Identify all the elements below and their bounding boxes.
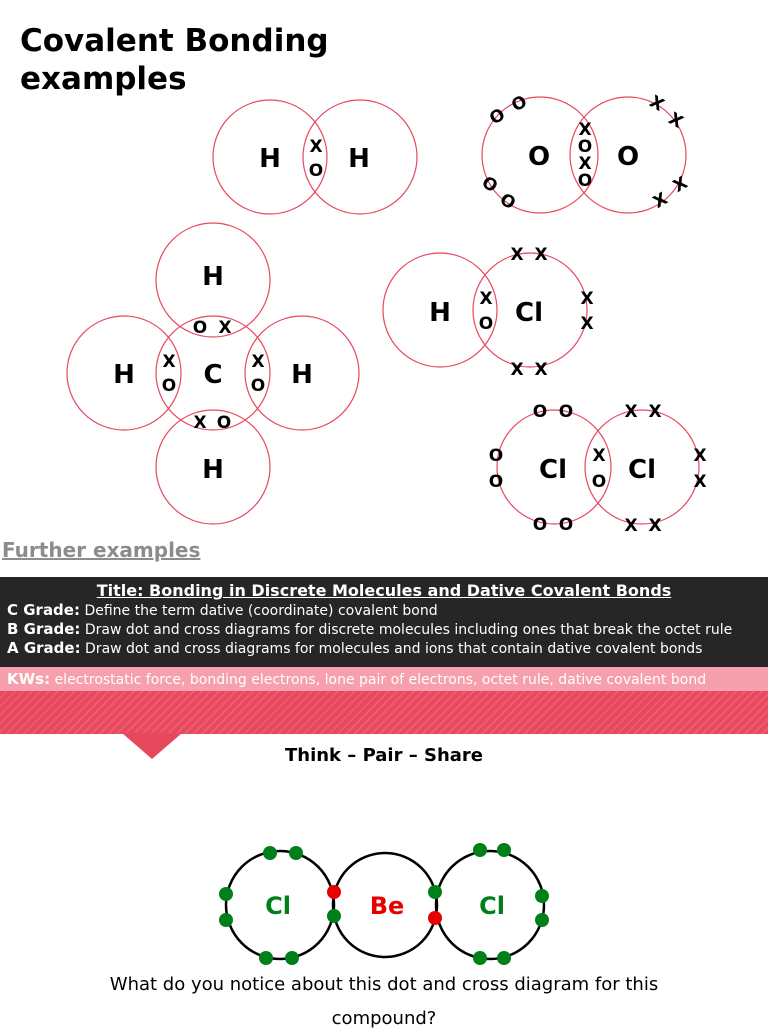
- cl2-diagram: [497, 410, 699, 524]
- becl2-electron: [219, 887, 233, 901]
- c-grade-objective: [0, 601, 768, 620]
- cl2-lone-lb-2: O: [558, 515, 574, 535]
- lesson-objectives-banner: [0, 577, 768, 667]
- ch4-bond-top-1: O: [192, 318, 208, 338]
- hcl-bond-dot: O: [478, 314, 494, 334]
- hcl-bond-cross: X: [479, 289, 493, 309]
- becl2-dot-cross-diagram: [210, 838, 560, 973]
- ch4-atom-center: C: [203, 360, 223, 390]
- discussion-question: What do you notice about this dot and cross diagram for this compound?: [109, 974, 659, 1029]
- title-line-2: examples: [20, 61, 187, 97]
- ch4-atom-top: H: [202, 262, 224, 292]
- h2-atom-left: H: [259, 144, 281, 174]
- cl2-lone-ls-2: O: [488, 472, 504, 492]
- o2-lone-right-2: X: [664, 108, 687, 133]
- becl2-electron: [473, 951, 487, 965]
- o2-atom-right: O: [616, 142, 640, 172]
- cl2-lone-rt-2: X: [648, 402, 662, 422]
- b-grade-text: Draw dot and cross diagrams for discrete molecules including ones that break the octet rule: [84, 622, 733, 638]
- cl2-lone-lt-2: O: [558, 402, 574, 422]
- o2-bond-1: X: [578, 120, 592, 140]
- a-grade-objective: [0, 639, 768, 658]
- o2-lone-left-3: O: [477, 172, 502, 198]
- cl2-atom-right: Cl: [628, 455, 656, 485]
- hcl-lone-top-1: X: [510, 245, 524, 265]
- becl2-atom-center: Be: [369, 892, 405, 920]
- bonding-diagrams: [0, 85, 768, 540]
- further-examples-link[interactable]: Further examples: [2, 538, 201, 562]
- becl2-electron: [219, 913, 233, 927]
- hcl-lone-right-2: X: [580, 314, 594, 334]
- h2-diagram: [213, 100, 417, 214]
- b-grade-objective: [0, 620, 768, 639]
- h2-bond-dot: O: [308, 161, 324, 181]
- hcl-atom-left: H: [429, 298, 451, 328]
- o2-bond-4: O: [577, 171, 593, 191]
- ch4-atom-left: H: [113, 360, 135, 390]
- becl2-electron: [535, 889, 549, 903]
- lesson-title: Title: Bonding in Discrete Molecules and Dative Covalent Bonds: [96, 581, 672, 600]
- ch4-bond-bottom-2: O: [216, 413, 232, 433]
- think-pair-share-heading: Think – Pair – Share: [284, 745, 484, 766]
- becl2-electron: [428, 911, 442, 925]
- hcl-diagram: [383, 253, 587, 367]
- becl2-electron: [259, 951, 273, 965]
- cl2-bond-cross: X: [592, 446, 606, 466]
- cl2-lone-lb-1: O: [532, 515, 548, 535]
- ch4-atom-bottom: H: [202, 455, 224, 485]
- o2-lone-right-3: X: [669, 172, 692, 197]
- becl2-electron: [473, 843, 487, 857]
- becl2-electron: [263, 846, 277, 860]
- a-grade-label: A Grade:: [7, 639, 81, 657]
- becl2-atom-right: Cl: [479, 892, 505, 920]
- becl2-electron: [497, 951, 511, 965]
- becl2-electron: [289, 846, 303, 860]
- o2-atom-left: O: [527, 142, 551, 172]
- hcl-lone-right-1: X: [580, 289, 594, 309]
- hcl-lone-bottom-2: X: [534, 360, 548, 380]
- o2-lone-left-1: O: [486, 104, 509, 130]
- c-grade-text: Define the term dative (coordinate) covalent bond: [84, 603, 438, 619]
- ch4-bond-right-2: O: [250, 376, 266, 396]
- h2-bond-cross: X: [309, 137, 323, 157]
- ch4-bond-left-2: O: [161, 376, 177, 396]
- becl2-atom-left: Cl: [265, 892, 291, 920]
- cl2-lone-rs-2: X: [693, 472, 707, 492]
- hcl-atom-right: Cl: [515, 298, 543, 328]
- o2-lone-right-4: X: [649, 188, 672, 213]
- c-grade-label: C Grade:: [7, 601, 80, 619]
- cl2-lone-rb-1: X: [624, 516, 638, 536]
- title-line-1: Covalent Bonding: [20, 23, 329, 59]
- ch4-bond-bottom-1: X: [193, 413, 207, 433]
- decorative-stripe-band: [0, 691, 768, 734]
- becl2-electron: [535, 913, 549, 927]
- ch4-bond-left-1: X: [162, 352, 176, 372]
- o2-bond-3: X: [578, 154, 592, 174]
- cl2-bond-dot: O: [591, 472, 607, 492]
- becl2-electron: [497, 843, 511, 857]
- becl2-electron: [327, 885, 341, 899]
- ch4-atom-right: H: [291, 360, 313, 390]
- cl2-atom-left: Cl: [539, 455, 567, 485]
- becl2-electron: [285, 951, 299, 965]
- b-grade-label: B Grade:: [7, 620, 81, 638]
- o2-lone-left-2: O: [508, 91, 531, 117]
- cl2-lone-rt-1: X: [624, 402, 638, 422]
- hcl-lone-bottom-1: X: [510, 360, 524, 380]
- keywords-label: KWs:: [7, 670, 51, 688]
- o2-lone-right-1: X: [645, 91, 668, 116]
- cl2-lone-lt-1: O: [532, 402, 548, 422]
- cl2-lone-rs-1: X: [693, 446, 707, 466]
- o2-bond-2: O: [577, 137, 593, 157]
- becl2-electron: [327, 909, 341, 923]
- cl2-lone-ls-1: O: [488, 446, 504, 466]
- o2-lone-left-4: O: [495, 189, 520, 215]
- ch4-bond-right-1: X: [251, 352, 265, 372]
- keywords-text: electrostatic force, bonding electrons, lone pair of electrons, octet rule, dative covalent bond: [54, 672, 707, 688]
- cl2-lone-rb-2: X: [648, 516, 662, 536]
- ch4-bond-top-2: X: [218, 318, 232, 338]
- hcl-lone-top-2: X: [534, 245, 548, 265]
- becl2-electron: [428, 885, 442, 899]
- keywords-bar: [0, 667, 768, 691]
- h2-atom-right: H: [348, 144, 370, 174]
- a-grade-text: Draw dot and cross diagrams for molecules and ions that contain dative covalent bonds: [85, 641, 703, 657]
